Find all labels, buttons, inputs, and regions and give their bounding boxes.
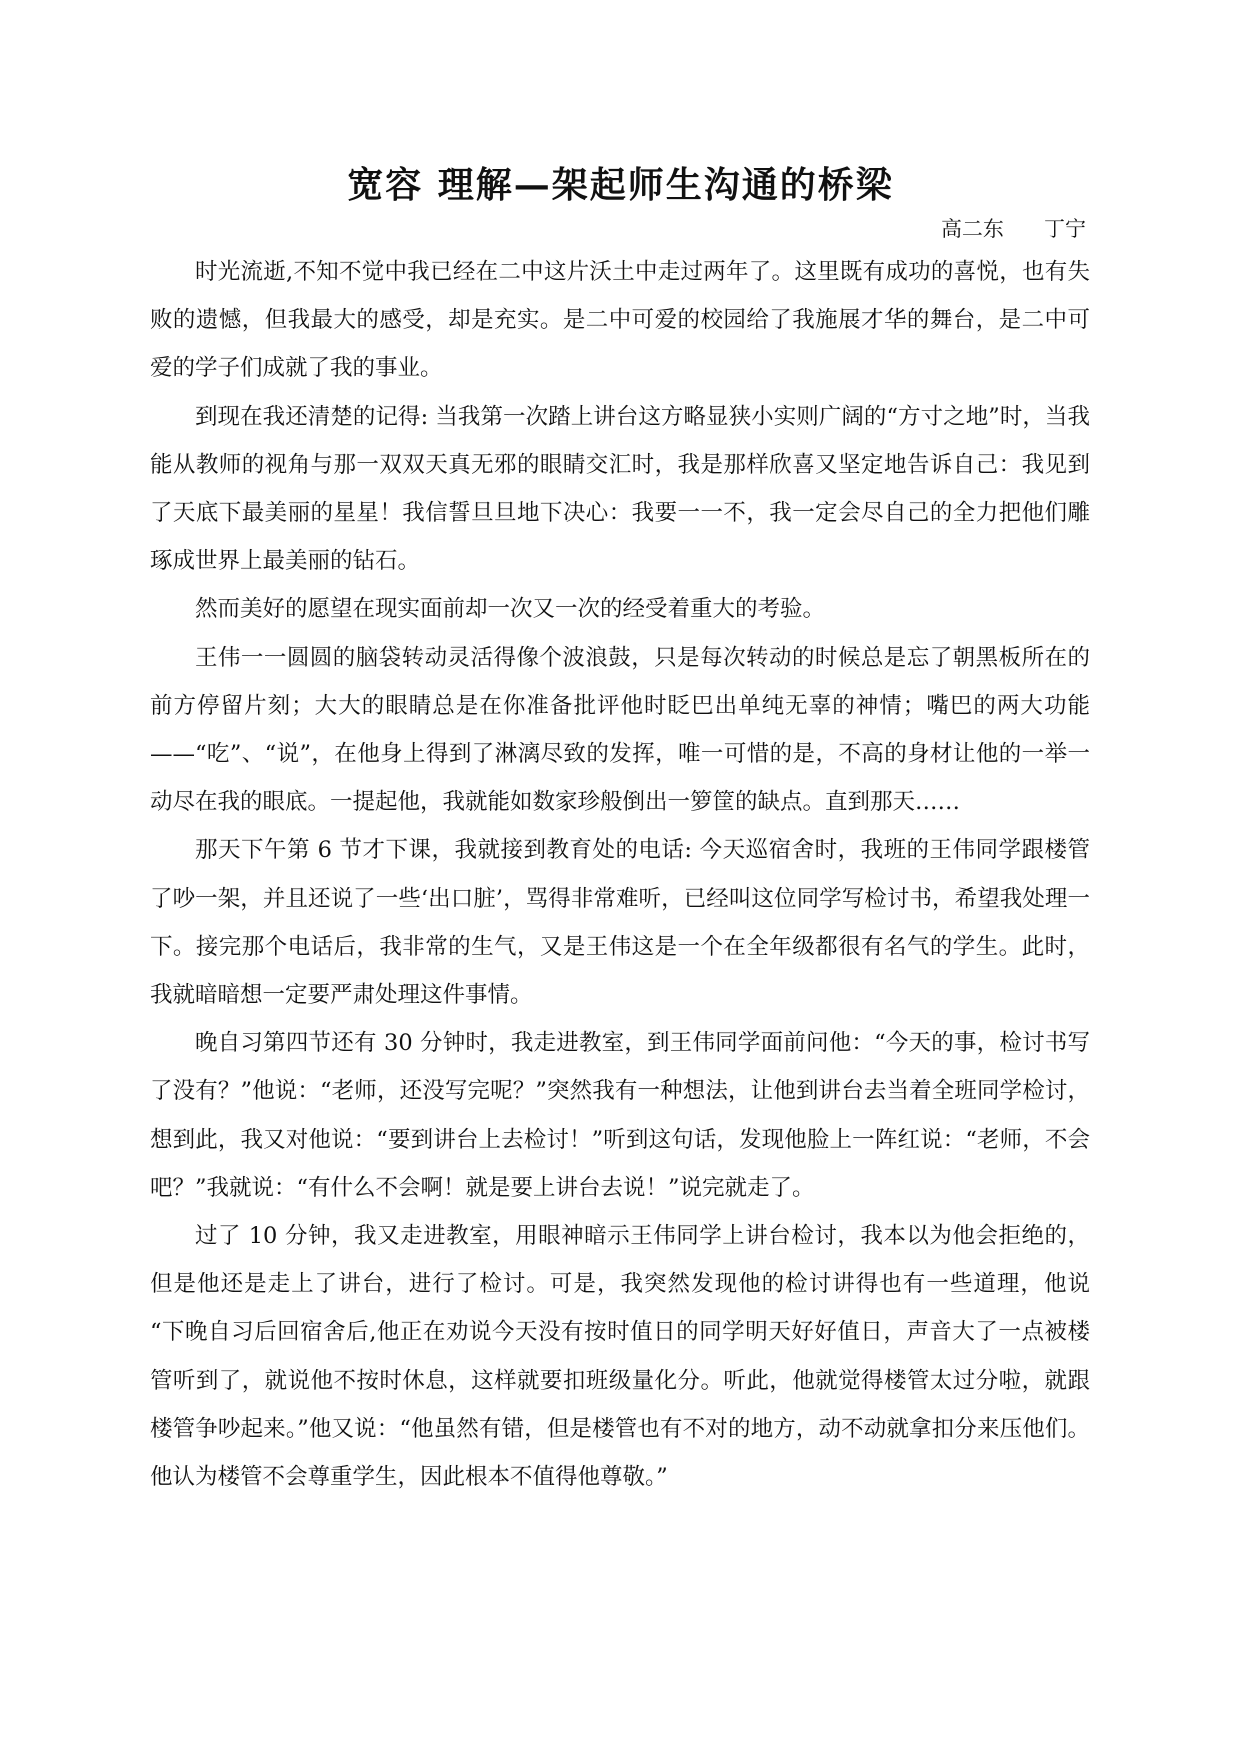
paragraph: 时光流逝,不知不觉中我已经在二中这片沃土中走过两年了。这里既有成功的喜悦，也有失败的遗憾，但我最大的感受，却是充实。是二中可爱的校园给了我施展才华的舞台，是二中可爱的学子们成就了我的事业。 [150,259,1090,382]
document-body [150,248,1090,1501]
paragraph: 过了 10 分钟，我又走进教室，用眼神暗示王伟同学上讲台检讨，我本以为他会拒绝的，但是他还是走上了讲台，进行了检讨。可是，我突然发现他的检讨讲得也有一些道理，他说 “下晚自习后回宿舍后,他正在劝说今天没有按时值日的同学明天好好值日，声音大了一点被楼管听到了，就说他不按时休息，这样就要扣班级量化分。听此，他就觉得楼管太过分啦，就跟楼管争吵起来。”他又说：“他虽然有错，但是楼管也有不对的地方，动不动就拿扣分来压他们。他认为楼管不会尊重学生，因此根本不值得他尊敬。” [150,1223,1090,1491]
paragraph: 然而美好的愿望在现实面前却一次又一次的经受着重大的考验。 [195,596,826,623]
paragraph: 到现在我还清楚的记得: 当我第一次踏上讲台这方略显狭小实则广阔的“方寸之地”时，当我能从教师的视角与那一双双天真无邪的眼睛交汇时，我是那样欣喜又坚定地告诉自己：我见到了天底下最美丽的星星！我信誓旦旦地下决心：我要一一不，我一定会尽自己的全力把他们雕琢成世界上最美丽的钻石。 [150,403,1090,575]
author-line: 高二东 丁宁 [940,217,1086,241]
paragraph: 王伟一一圆圆的脑袋转动灵活得像个波浪鼓，只是每次转动的时候总是忘了朝黑板所在的前方停留片刻；大大的眼睛总是在你准备批评他时眨巴出单纯无辜的神情；嘴巴的两大功能——“吃”、“说”，在他身上得到了淋漓尽致的发挥，唯一可惜的是，不高的身材让他的一举一动尽在我的眼底。一提起他，我就能如数家珍般倒出一箩筐的缺点。直到那天…… [150,644,1090,816]
paragraph: 晚自习第四节还有 30 分钟时，我走进教室，到王伟同学面前问他：“今天的事，检讨书写了没有？”他说：“老师，还没写完呢？”突然我有一种想法，让他到讲台去当着全班同学检讨，想到此，我又对他说：“要到讲台上去检讨！”听到这句话，发现他脸上一阵红说：“老师，不会吧？”我就说：“有什么不会啊！就是要上讲台去说！”说完就走了。 [150,1030,1090,1201]
paragraph: 那天下午第 6 节才下课，我就接到教育处的电话: 今天巡宿舍时，我班的王伟同学跟楼管了吵一架，并且还说了一些‘出口脏’，骂得非常难听，已经叫这位同学写检讨书，希望我处理一下。接完那个电话后，我非常的生气，又是王伟这是一个在全年级都很有名气的学生。此时，我就暗暗想一定要严肃处理这件事情。 [150,837,1090,1009]
document-title: 宽容 理解—架起师生沟通的桥梁 [347,164,894,206]
